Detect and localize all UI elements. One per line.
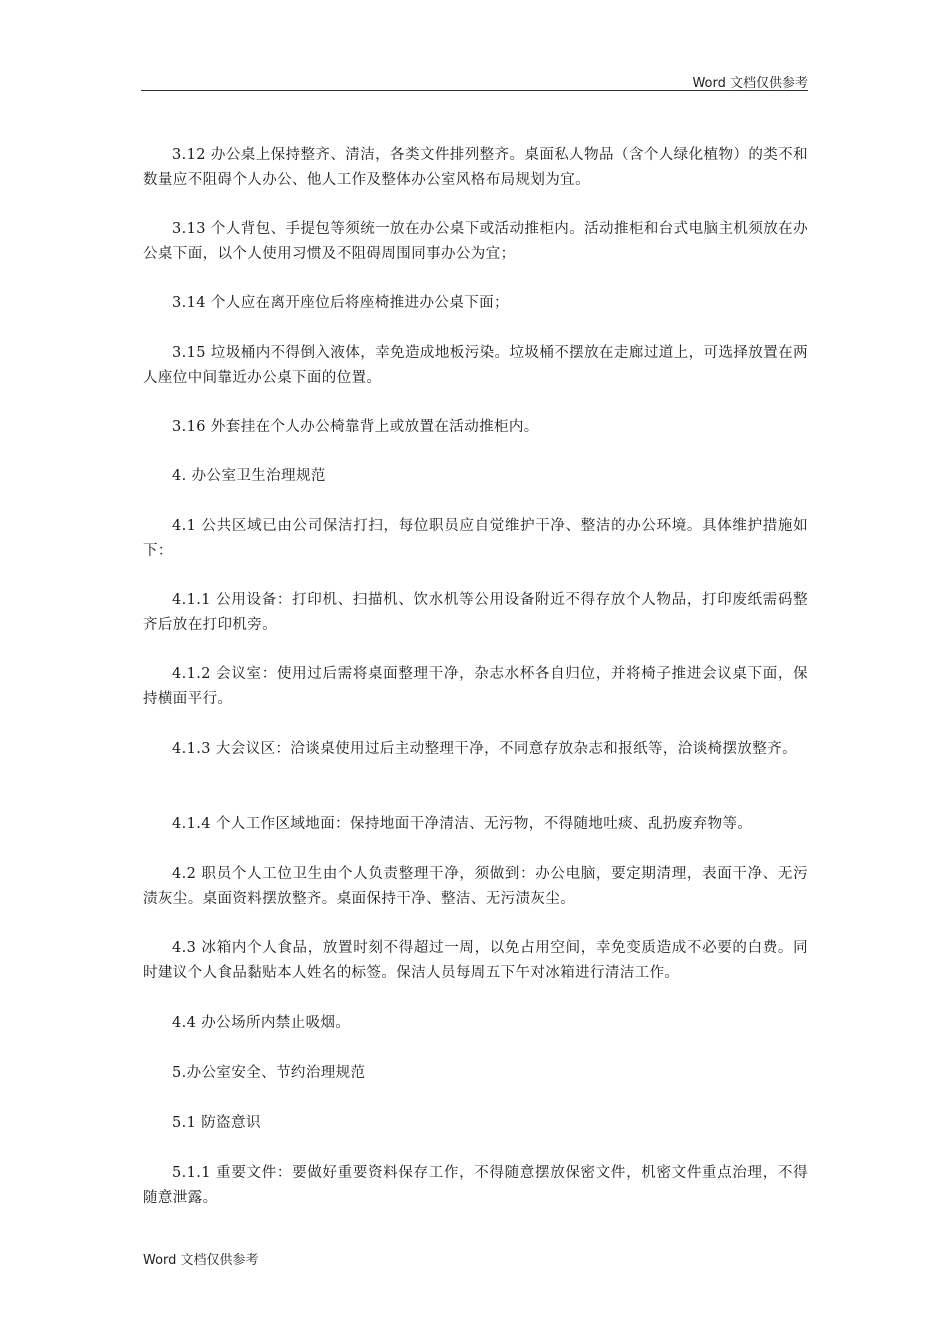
- page-footer: Word 文档仅供参考: [143, 1253, 259, 1268]
- header-text: Word 文档仅供参考: [692, 76, 808, 91]
- paragraph-text: 4.1.3 大会议区：洽谈桌使用过后主动整理干净，不同意存放杂志和报纸等，洽谈椅摆放整齐。: [172, 741, 797, 757]
- paragraph-3-13: [143, 217, 808, 267]
- page-header: [141, 70, 808, 91]
- paragraph-text: 4.4 办公场所内禁止吸烟。: [172, 1015, 351, 1031]
- subsection-heading-text: 5.1 防盗意识: [172, 1115, 261, 1131]
- section-heading-text: 5.办公室安全、节约治理规范: [172, 1065, 366, 1081]
- paragraph-5-1-1: [143, 1161, 808, 1211]
- paragraph-4-2: [143, 862, 808, 912]
- paragraph-text: 3.13 个人背包、手提包等须统一放在办公桌下或活动推柜内。活动推柜和台式电脑主机须放在办公桌下面，以个人使用习惯及不阻碍周围同事办公为宜；: [143, 221, 808, 262]
- paragraph-text: 5.1.1 重要文件：要做好重要资料保存工作，不得随意摆放保密文件，机密文件重点治理，不得随意泄露。: [143, 1165, 808, 1206]
- paragraph-text: 4.3 冰箱内个人食品，放置时刻不得超过一周，以免占用空间，幸免变质造成不必要的白费。同时建议个人食品黏贴本人姓名的标签。保洁人员每周五下午对冰箱进行清洁工作。: [143, 940, 808, 981]
- paragraph-3-14: [143, 291, 808, 316]
- paragraph-text: 3.16 外套挂在个人办公椅靠背上或放置在活动推柜内。: [172, 419, 539, 435]
- paragraph-text: 4.2 职员个人工位卫生由个人负责整理干净，须做到：办公电脑，要定期清理，表面干净、无污渍灰尘。桌面资料摆放整齐。桌面保持干净、整洁、无污渍灰尘。: [143, 866, 808, 907]
- paragraph-4-1-1: [143, 588, 808, 638]
- paragraph-text: 4.1.4 个人工作区域地面：保持地面干净清洁、无污物，不得随地吐痰、乱扔废弃物等。: [172, 816, 753, 832]
- paragraph-text: 4.1 公共区域已由公司保洁打扫，每位职员应自觉维护干净、整洁的办公环境。具体维护措施如下：: [143, 518, 808, 559]
- paragraph-3-12: [143, 143, 808, 193]
- paragraph-text: 4.1.1 公用设备：打印机、扫描机、饮水机等公用设备附近不得存放个人物品，打印废纸需码整齐后放在打印机旁。: [143, 592, 808, 633]
- paragraph-4-1: [143, 514, 808, 564]
- section-heading-5: [143, 1061, 808, 1086]
- paragraph-4-1-3: [143, 737, 808, 762]
- paragraph-text: 4.1.2 会议室：使用过后需将桌面整理干净，杂志水杯各自归位，并将椅子推进会议桌下面，保持横面平行。: [143, 666, 808, 707]
- section-heading-text: 4. 办公室卫生治理规范: [172, 468, 326, 484]
- paragraph-text: 3.14 个人应在离开座位后将座椅推进办公桌下面；: [172, 295, 509, 311]
- paragraph-3-15: [143, 341, 808, 391]
- paragraph-text: 3.15 垃圾桶内不得倒入液体，幸免造成地板污染。垃圾桶不摆放在走廊过道上，可选择放置在两人座位中间靠近办公桌下面的位置。: [143, 345, 808, 386]
- paragraph-4-4: [143, 1011, 808, 1036]
- paragraph-4-1-4: [143, 812, 808, 837]
- paragraph-4-1-2: [143, 662, 808, 712]
- paragraph-3-16: [143, 415, 808, 440]
- paragraph-text: 3.12 办公桌上保持整齐、清洁，各类文件排列整齐。桌面私人物品（含个人绿化植物）的类不和数量应不阻碍个人办公、他人工作及整体办公室风格布局规划为宜。: [143, 147, 808, 188]
- section-heading-4: [143, 464, 808, 489]
- subsection-heading-5-1: [143, 1111, 808, 1136]
- paragraph-4-3: [143, 936, 808, 986]
